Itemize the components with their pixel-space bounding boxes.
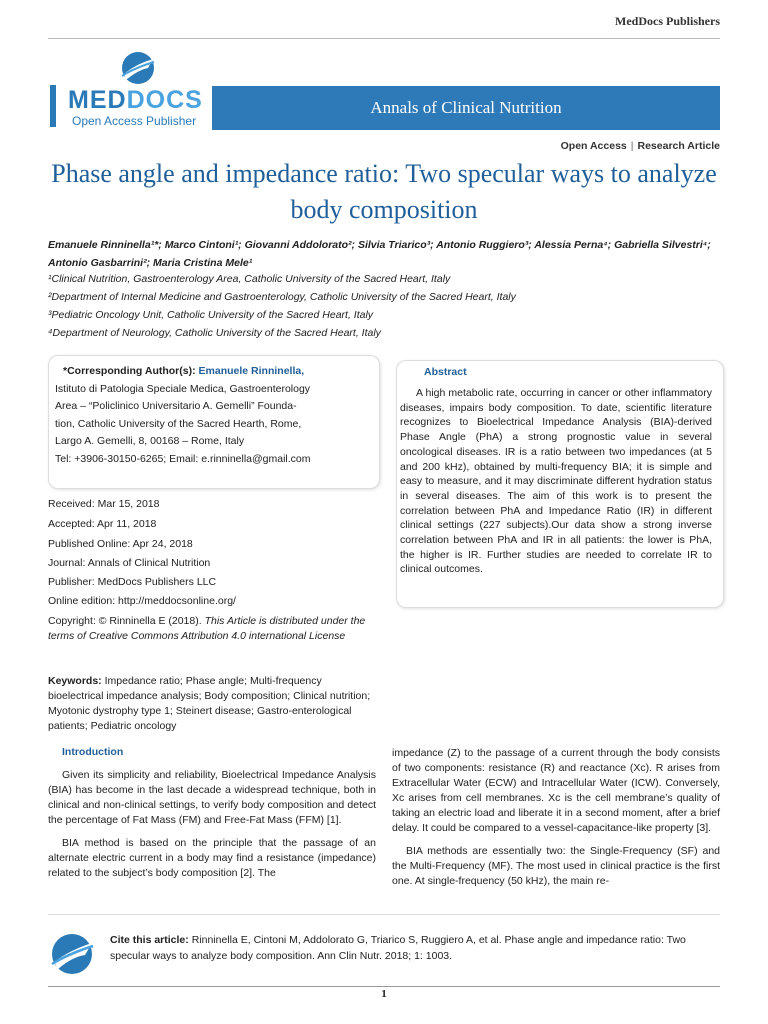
citation-divider bbox=[48, 914, 720, 915]
logo-med: MED bbox=[68, 86, 127, 114]
copyright-holder: Copyright: © Rinninella E (2018). bbox=[48, 615, 202, 627]
article-title: Phase angle and impedance ratio: Two specular ways to analyze body composition bbox=[51, 159, 717, 224]
paragraph: BIA methods are essentially two: the Single-Frequency (SF) and the Multi-Frequency (MF). The most used in clinical practice is the first one. At single-frequency (50 kHz), the main re- bbox=[392, 845, 720, 887]
online-edition-link[interactable]: Online edition: http://meddocsonline.org/ bbox=[48, 595, 236, 607]
corresponding-label: *Corresponding Author(s): bbox=[63, 365, 196, 377]
journal-info: Journal: Annals of Clinical Nutrition bbox=[48, 557, 211, 569]
logo-accent-bar bbox=[50, 85, 56, 127]
citation bbox=[110, 932, 720, 964]
citation-label: Cite this article: bbox=[110, 934, 189, 946]
accepted-date: Accepted: Apr 11, 2018 bbox=[48, 518, 157, 530]
abstract-text: A high metabolic rate, occurring in cancer or other inflammatory diseases, impairs body composition. To date, scientific literature recognizes to Bioelectrical Impedance Analysis (BIA)-derived Phase Angle (PhA) a strong prognostic value in several oncological diseases. IR is a ratio between two impedances (at 5 and 200 kHz), obtained by multi-frequency BIA; it is simple and easy to measure, and it may discriminate different hydration status in several diseases. The aim of this work is to present the correlation between PhA and Impedance Ratio (IR) in different clinical settings (227 subjects).Our data show a strong inverse correlation between PhA and IR in all patients: the lower is PhA, the higher is IR. Further studies are needed to correlate IR to clinical outcomes. bbox=[400, 387, 712, 576]
paragraph: impedance (Z) to the passage of a current through the body consists of two components: resistance (R) and reactance (Xc). R arises from Extracellular Water (ECW) and Intracellular Water (ICW). Conversely, Xc arises from cell membranes. Xc is the cell membrane’s quality of taking an electric load and liberate it in a second moment, after a brief delay. It could be compared to a vessel-capacitance-like property [3]. bbox=[392, 747, 720, 834]
affiliation-3: ³Pediatric Oncology Unit, Catholic University of the Sacred Heart, Italy bbox=[48, 309, 374, 321]
affiliation-4: ⁴Department of Neurology, Catholic University of the Sacred Heart, Italy bbox=[48, 327, 381, 339]
logo-wordmark bbox=[68, 86, 203, 115]
corresponding-line: tion, Catholic University of the Sacred Hearth, Rome, bbox=[55, 417, 302, 430]
author-list: Emanuele Rinninella¹*; Marco Cintoni¹; Giovanni Addolorato²; Silvia Triarico³; Antonio Ruggiero³; Alessia Perna⁴; Gabriella Silvestri⁴; Antonio Gasbarrini²; Maria Cristina Mele¹ bbox=[48, 239, 711, 269]
license-text: This Article is distributed under the terms of Creative Commons Attribution 4.0 international License bbox=[48, 615, 366, 642]
introduction-heading: Introduction bbox=[62, 746, 124, 758]
citation-text: Rinninella E, Cintoni M, Addolorato G, Triarico S, Ruggiero A, et al. Phase angle and impedance ratio: Two specular ways to analyze body composition. Ann Clin Nutr. 2018; 1: 1003. bbox=[110, 934, 686, 962]
published-date: Published Online: Apr 24, 2018 bbox=[48, 538, 193, 550]
logo-tagline: Open Access Publisher bbox=[72, 114, 197, 128]
corresponding-email-line: Tel: +3906-30150-6265; Email: e.rinninella@gmail.com bbox=[55, 452, 311, 465]
paragraph: BIA method is based on the principle that the passage of an alternate electric current in a body may find a resistance (impedance) related to the subject’s body composition [2]. The bbox=[48, 837, 376, 879]
corresponding-line: Largo A. Gemelli, 8, 00168 – Rome, Italy bbox=[55, 435, 245, 448]
copyright-notice bbox=[48, 614, 368, 644]
publisher-info: Publisher: MedDocs Publishers LLC bbox=[48, 576, 217, 588]
citation-logo-icon bbox=[50, 932, 94, 976]
introduction-left-column bbox=[48, 768, 376, 881]
publisher-header: MedDocs Publishers bbox=[615, 14, 720, 28]
page-number: 1 bbox=[381, 988, 387, 1000]
type-separator: | bbox=[630, 140, 634, 152]
article-type bbox=[561, 140, 720, 152]
corresponding-line: Istituto di Patologia Speciale Medica, Gastroenterology bbox=[55, 382, 311, 395]
open-access-label: Open Access bbox=[560, 140, 627, 152]
footer-divider bbox=[48, 986, 720, 987]
affiliation-2: ²Department of Internal Medicine and Gastroenterology, Catholic University of the Sacred Heart, Italy bbox=[48, 291, 516, 303]
affiliation-1: ¹Clinical Nutrition, Gastroenterology Area, Catholic University of the Sacred Heart, Italy bbox=[48, 273, 451, 285]
received-date: Received: Mar 15, 2018 bbox=[48, 498, 160, 510]
research-article-label: Research Article bbox=[637, 140, 720, 152]
paragraph: Given its simplicity and reliability, Bioelectrical Impedance Analysis (BIA) has become in the last decade a widespread technique, both in clinical and non-clinical settings, to verify body composition and detect the percentage of Fat Mass (FM) and Free-Fat Mass (FFM) [1]. bbox=[48, 769, 376, 826]
abstract-heading: Abstract bbox=[424, 366, 467, 378]
journal-banner: Annals of Clinical Nutrition bbox=[212, 86, 720, 130]
introduction-right-column bbox=[392, 746, 720, 889]
keywords bbox=[48, 674, 378, 734]
logo-globe-icon bbox=[120, 50, 156, 86]
corresponding-name: Emanuele Rinninella, bbox=[198, 365, 305, 377]
meddocs-logo bbox=[50, 50, 210, 130]
logo-docs: DOCS bbox=[126, 86, 203, 114]
corresponding-author-details bbox=[55, 363, 373, 469]
top-divider bbox=[48, 38, 720, 39]
keywords-text: Impedance ratio; Phase angle; Multi-frequency bioelectrical impedance analysis; Body composition; Clinical nutrition; Myotonic dystrophy type 1; Steinert disease; Gastro-enterological patients; Pediatric oncology bbox=[48, 675, 371, 732]
keywords-label: Keywords: bbox=[48, 675, 102, 687]
corresponding-line: Area – “Policlinico Universitario A. Gemelli” Founda- bbox=[55, 400, 297, 413]
